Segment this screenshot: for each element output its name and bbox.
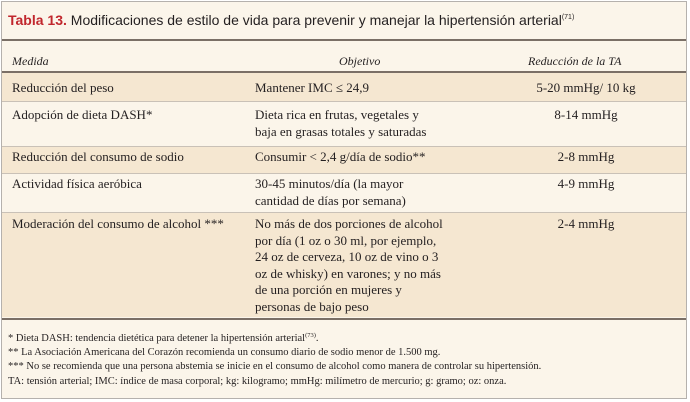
row-3-objetivo-line: Consumir < 2,4 g/día de sodio** (255, 149, 426, 164)
header-medida: Medida (12, 54, 49, 68)
row-1-objetivo (255, 80, 477, 97)
row-2-medida: Adopción de dieta DASH* (12, 107, 153, 122)
bottom-rule (2, 318, 686, 320)
footnote-sodio: ** La Asociación Americana del Corazón recomienda un consumo diario de sodio menor de 1.500 mg. (8, 347, 441, 359)
title-reference: (71) (561, 14, 575, 21)
row-5-objetivo-line: oz de whisky) en varones; y no más (255, 265, 441, 281)
header-objetivo: Objetivo (339, 54, 381, 68)
row-3-reduccion: 2-8 mmHg (557, 149, 615, 164)
row-5-objetivo (255, 216, 477, 315)
footnote-abbreviations: TA: tensión arterial; IMC: índice de masa corporal; kg: kilogramo; mmHg: milímetro de mercurio; g: gramo; oz: onza. (8, 375, 507, 387)
row-2-objetivo-line: baja en grasas totales y saturadas (255, 123, 427, 139)
row-3-objetivo (255, 149, 477, 166)
row-4-objetivo-line: 30-45 minutos/día (la mayor (255, 176, 404, 191)
row-2-objetivo (255, 107, 477, 140)
row-1-reduccion: 5-20 mmHg/ 10 kg (536, 80, 636, 95)
table-title-text: Modificaciones de estilo de vida para prevenir y manejar la hipertensión arterial (70, 12, 562, 28)
row-5-reduccion: 2-4 mmHg (557, 216, 615, 231)
footnote-dash-text: * Dieta DASH: tendencia dietética para detener la hipertensión arterial (8, 333, 306, 344)
table-number: Tabla 13. (8, 12, 67, 28)
footnote-alcohol: *** No se recomienda que una persona abstemia se inicie en el consumo de alcohol como manera de controlar su hipertensión. (8, 361, 542, 373)
header-reduccion: Reducción de la TA (528, 54, 622, 68)
footnote-dash-end: . (315, 333, 319, 344)
row-4-reduccion: 4-9 mmHg (557, 176, 615, 191)
table-title-bar (2, 2, 686, 38)
table-title (8, 12, 574, 28)
table-frame (1, 1, 687, 399)
footnote-dash (8, 329, 680, 346)
row-5-objetivo-line: personas de bajo peso (255, 298, 369, 314)
row-5-medida: Moderación del consumo de alcohol *** (12, 216, 224, 231)
row-4-objetivo (255, 176, 477, 209)
footnotes (8, 329, 680, 389)
row-5-objetivo-line: 24 oz de cerveza, 10 oz de vino o 3 (255, 249, 439, 264)
footnote-dash-reference: (73) (305, 332, 316, 339)
row-5-objetivo-line: de una porción en mujeres y (255, 282, 402, 297)
row-1-medida: Reducción del peso (12, 80, 114, 95)
row-5-objetivo-line: por día (1 oz o 30 ml, por ejemplo, (255, 232, 437, 248)
row-4-medida: Actividad física aeróbica (12, 176, 142, 191)
top-rule (2, 39, 686, 41)
row-3-medida: Reducción del consumo de sodio (12, 149, 184, 164)
row-2-objetivo-line: Dieta rica en frutas, vegetales y (255, 107, 419, 122)
row-5-objetivo-line: No más de dos porciones de alcohol (255, 216, 443, 231)
row-4-objetivo-line: cantidad de días por semana) (255, 192, 406, 208)
row-1-objetivo-line: Mantener IMC ≤ 24,9 (255, 80, 370, 95)
row-2-reduccion: 8-14 mmHg (554, 107, 618, 122)
